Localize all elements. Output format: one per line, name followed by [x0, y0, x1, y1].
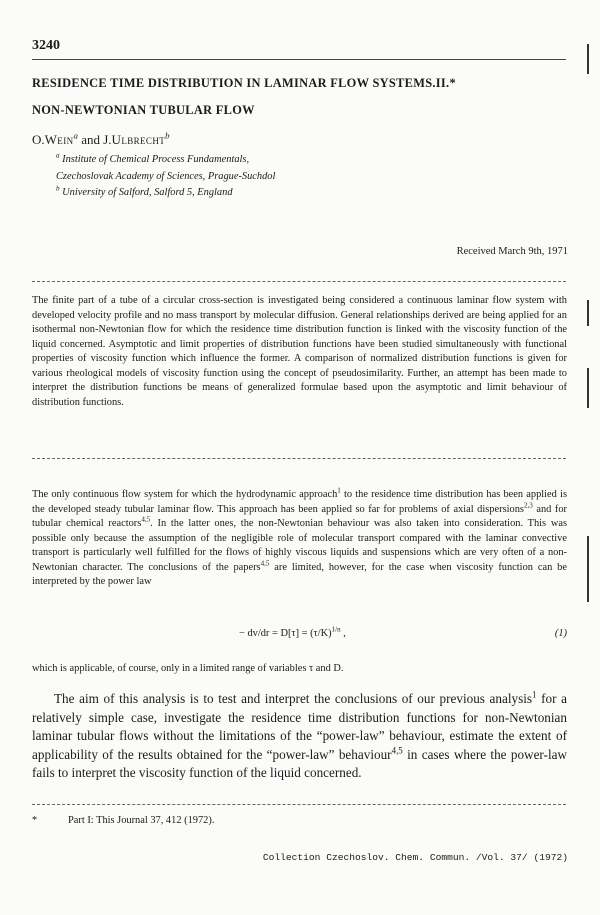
abstract: The finite part of a tube of a circular cross-section is investigated being considered a continuous laminar flow system with developed velocity profile and no mass transport by molecular diffusion. General relationships derived are being applied for an isothermal non-Newtonian flow for which the residence time distribution function is linked with the viscosity function of the liquid concerned. Asymptotic and limit properties of distribution functions have been studied simultaneously with functional properties of viscosity function which influence the former. A comparison of normalized distribution functions is given for various rheological models of viscosity function using the concept of pseudosimilarity. Further, an attempt has been made to interpret the distribution functions be means of generalized formulae based upon the asymptotic and limit behaviour of distribution functions.	[32, 295, 567, 408]
author2-initial: J.	[103, 132, 112, 147]
scan-margin-mark	[587, 368, 589, 408]
ref-4-5: 4,5	[141, 515, 151, 524]
affiliation-a-mark: a	[56, 151, 60, 160]
scan-margin-mark	[587, 300, 589, 326]
aim-paragraph	[32, 690, 567, 783]
header-rule	[32, 59, 566, 60]
abstract-bottom-rule	[32, 458, 566, 459]
applicability-sentence: which is applicable, of course, only in a limited range of variables τ and D.	[32, 663, 344, 674]
aim-ref-1: 1	[532, 689, 537, 700]
abstract-top-rule	[32, 281, 566, 282]
aim-text-2: for a relatively simple case, investigate the residence time distribution functions for non-Newtonian laminar tubular flows without the limitations of the “power-law” behaviour, estimate the extent of applicability of the results obtained for the “power-law” behaviour	[32, 691, 567, 762]
intro-text-5: are limited, however, for the case when viscosity function can be interpreted by the power law	[32, 561, 567, 588]
equation-tail: ,	[340, 628, 346, 639]
affiliation-b-line-1: University of Salford, Salford 5, England	[62, 187, 233, 198]
scan-margin-mark	[587, 536, 589, 602]
intro-text-1: The only continuous flow system for which the hydrodynamic approach	[32, 489, 338, 500]
author1-mark: a	[73, 130, 78, 141]
title-line-1: RESIDENCE TIME DISTRIBUTION IN LAMINAR FLOW SYSTEMS.II.*	[32, 76, 456, 90]
ref-1: 1	[337, 486, 341, 495]
footnote-mark: *	[32, 815, 38, 826]
equation-1	[32, 625, 567, 644]
footnote-rule	[32, 804, 566, 805]
intro-text-3: and for tubular chemical reactors	[32, 503, 567, 530]
author-line	[32, 132, 170, 148]
affiliations	[56, 152, 275, 202]
equation-main: − dv/dr = D[τ] = (τ/K)	[239, 628, 332, 639]
author1-name: Wein	[44, 132, 74, 147]
affiliation-a-line-2: Czechoslovak Academy of Sciences, Prague-Suchdol	[56, 170, 276, 182]
journal-footer: Collection Czechoslov. Chem. Commun. /Vol. 37/ (1972)	[262, 852, 568, 863]
intro-text-4: . In the latter ones, the non-Newtonian behaviour was also taken into consideration. This was possible only because the assumption of the negligible role of molecular transport compared with the laminar convective transport is particularly well fulfilled for the flows of highly viscous liquids and suspensions which are very often of a non-Newtonian character. The conclusions of the papers	[32, 518, 567, 573]
page-number: 3240	[32, 38, 60, 53]
ref-2-3: 2,3	[523, 501, 533, 510]
equation-body	[239, 625, 346, 639]
title-line-2: NON-NEWTONIAN TUBULAR FLOW	[32, 103, 255, 117]
author2-name: Ulbrecht	[111, 132, 166, 147]
received-date: Received March 9th, 1971	[456, 246, 568, 257]
paper-title	[32, 70, 572, 124]
author1-initial: O.	[32, 132, 45, 147]
scan-margin-mark	[587, 44, 589, 74]
equation-exponent: 1/n	[331, 625, 341, 634]
aim-text-3: in cases where the power-law fails to interpret the viscosity function of the liquid concerned.	[32, 746, 567, 780]
aim-text-1: The aim of this analysis is to test and interpret the conclusions of our previous analysis	[54, 691, 533, 706]
equation-number: (1)	[554, 628, 567, 639]
author-conjunction: and	[77, 132, 104, 147]
intro-paragraph	[32, 488, 567, 590]
affiliation-a-line-1: Institute of Chemical Process Fundamentals,	[62, 154, 250, 165]
footnote-text: Part I: This Journal 37, 412 (1972).	[68, 815, 215, 826]
intro-text-2: to the residence time distribution has been applied is the developed steady tubular laminar flow. This approach has been applied so far for problems of axial dispersions	[32, 489, 567, 515]
affiliation-b-mark: b	[56, 184, 60, 193]
ref-4-5-b: 4,5	[260, 559, 270, 568]
author2-mark: b	[165, 130, 170, 141]
aim-ref-4-5: 4,5	[391, 745, 403, 756]
footnote	[32, 815, 214, 826]
